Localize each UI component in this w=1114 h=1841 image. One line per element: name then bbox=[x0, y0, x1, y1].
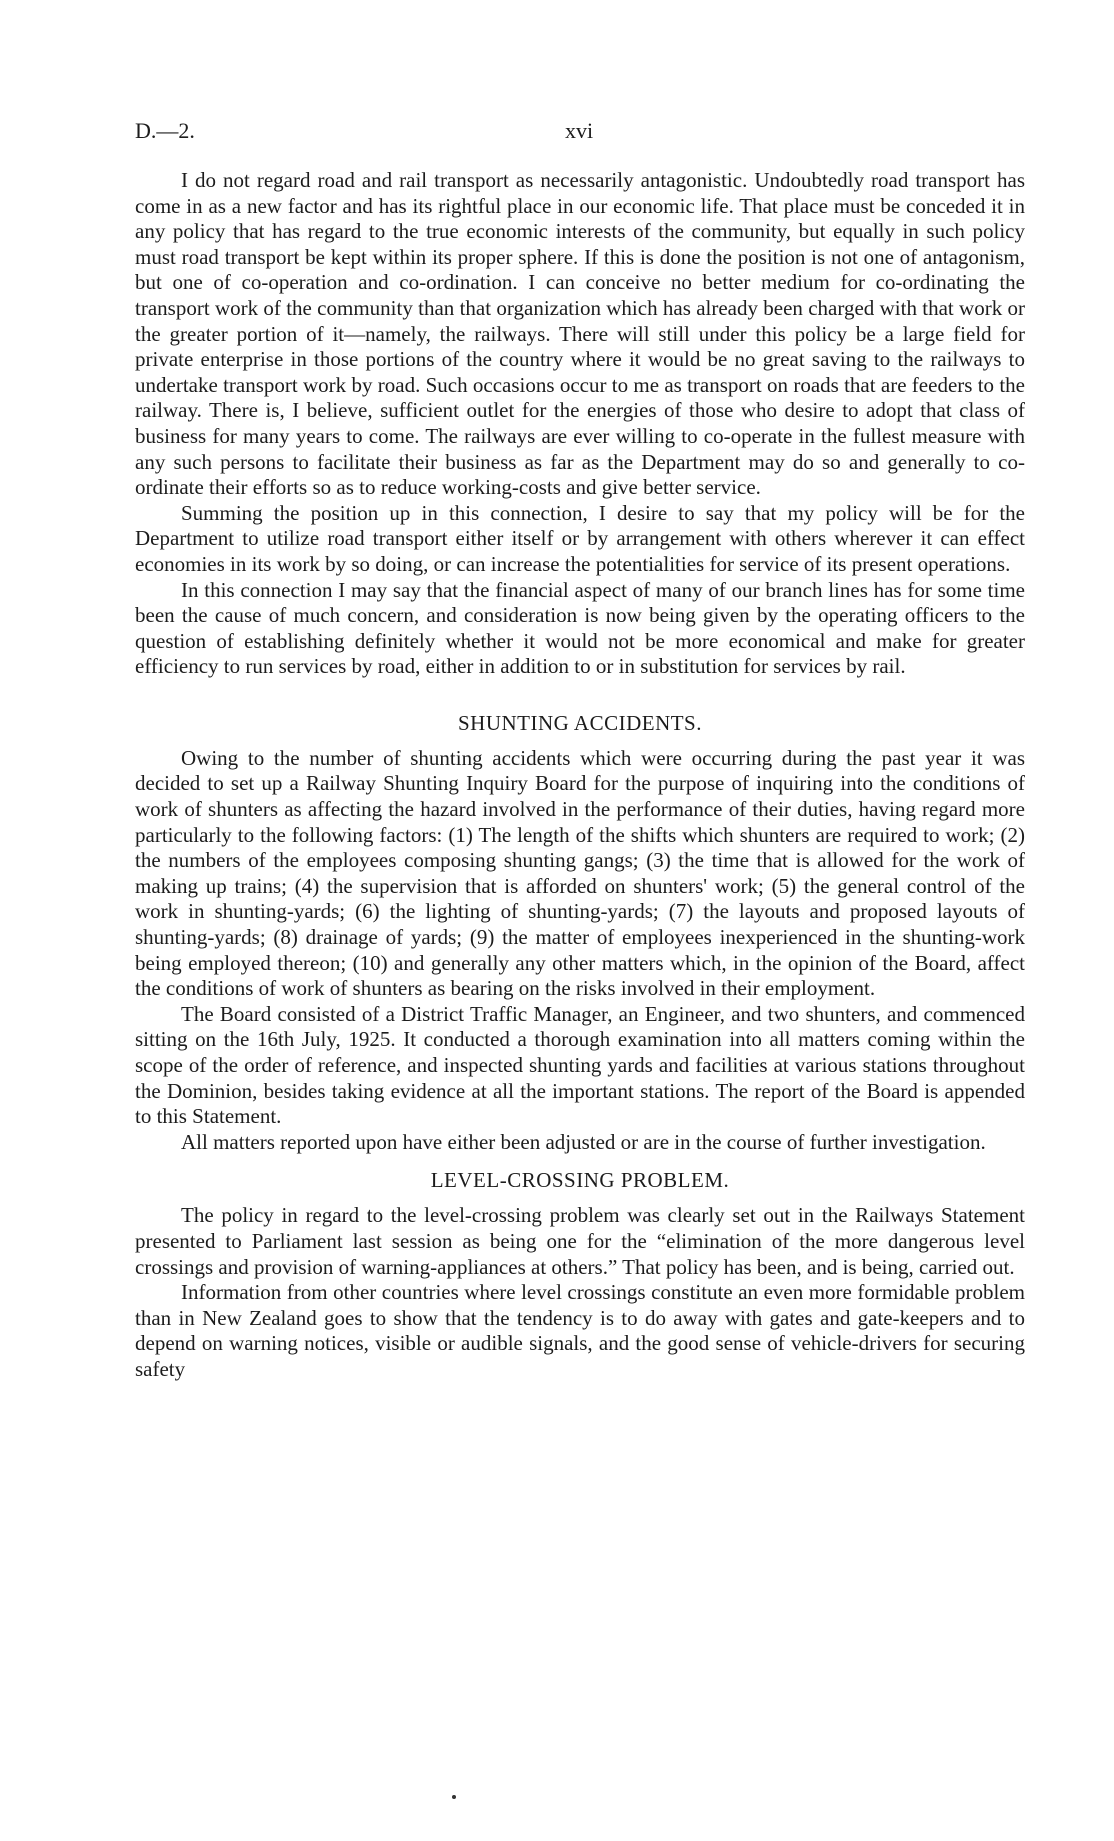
paragraph-level-crossing-policy: The policy in regard to the level-crossing problem was clearly set out in the Railways Statement presented to Parliament last session as being one for the “elimination of the more dangerous level crossings and provision of warning-appliances at others.” That policy has been, and is being, carried out. bbox=[135, 1203, 1025, 1279]
paragraph-matters-reported: All matters reported upon have either been adjusted or are in the course of further investigation. bbox=[181, 1129, 986, 1154]
heading-shunting-accidents: SHUNTING ACCIDENTS. bbox=[457, 710, 702, 735]
page-number: xvi bbox=[565, 118, 594, 143]
footer-dot-mark bbox=[452, 1795, 456, 1799]
paragraph-summing-position: Summing the position up in this connection, I desire to say that my policy will be for the Department to utilize road transport either itself or by arrangement with others wherever it can effect economies in its work by so doing, or can increase the potentialities for service of its present operations. bbox=[135, 500, 1025, 576]
page-header bbox=[135, 118, 1025, 148]
page-body bbox=[135, 168, 1025, 1383]
heading-level-crossing-problem: LEVEL-CROSSING PROBLEM. bbox=[430, 1168, 730, 1193]
paragraph-board-composition: The Board consisted of a District Traffic Manager, an Engineer, and two shunters, and commenced sitting on the 16th July, 1925. It conducted a thorough examination into all matters coming within the scope of the order of reference, and inspected shunting yards and facilities at various stations throughout the Dominion, besides taking evidence at all the important stations. The report of the Board is appended to this Statement. bbox=[135, 1001, 1025, 1129]
paragraph-branch-lines: In this connection I may say that the financial aspect of many of our branch lines has for some time been the cause of much concern, and consideration is now being given by the operating officers to the question of establishing definitely whether it would not be more economical and make for greater efficiency to run services by road, either in addition to or in substitution for services by rail. bbox=[135, 577, 1025, 679]
paragraph-shunting-inquiry: Owing to the number of shunting accidents which were occurring during the past year it was decided to set up a Railway Shunting Inquiry Board for the purpose of inquiring into the conditions of work of shunters as affecting the hazard involved in the performance of their duties, having regard more particularly to the following factors: (1) The length of the shifts which shunters are required to work; (2) the numbers of the employees composing shunting gangs; (3) the time that is allowed for the work of making up trains; (4) the supervision that is afforded on shunters' work; (5) the general control of the work in shunting-yards; (6) the lighting of shunting-yards; (7) the layouts and proposed layouts of shunting-yards; (8) drainage of yards; (9) the matter of employees inexperienced in the shunting-work being employed thereon; (10) and generally any other matters which, in the opinion of the Board, affect the conditions of work of shunters as bearing on the risks involved in their employment. bbox=[135, 745, 1025, 1001]
paragraph-other-countries: Information from other countries where level crossings constitute an even more formidable problem than in New Zealand goes to show that the tendency is to do away with gates and gate-keepers and to depend on warning notices, visible or audible signals, and the good sense of vehicle-drivers for securing safety bbox=[135, 1280, 1025, 1381]
document-reference: D.—2. bbox=[135, 118, 195, 143]
paragraph-road-rail-transport: I do not regard road and rail transport as necessarily antagonistic. Undoubtedly road transport has come in as a new factor and has its rightful place in our economic life. That place must be conceded it in any policy that has regard to the true economic interests of the community, but equally in such policy must road transport be kept within its proper sphere. If this is done the position is not one of antagonism, but one of co-operation and co-ordination. I can conceive no better medium for co-ordinating the transport work of the community than that organization which has already been charged with that work or the greater portion of it—namely, the railways. There will still under this policy be a large field for private enterprise in those portions of the country where it would be no great saving to the railways to undertake transport work by road. Such occasions occur to me as transport on roads that are feeders to the railway. There is, I believe, sufficient outlet for the energies of those who desire to adopt that class of business for many years to come. The railways are ever willing to co-operate in the fullest measure with any such persons to facilitate their business as far as the Department may do so and generally to co-ordinate their efforts so as to reduce working-costs and give better service. bbox=[135, 168, 1025, 500]
